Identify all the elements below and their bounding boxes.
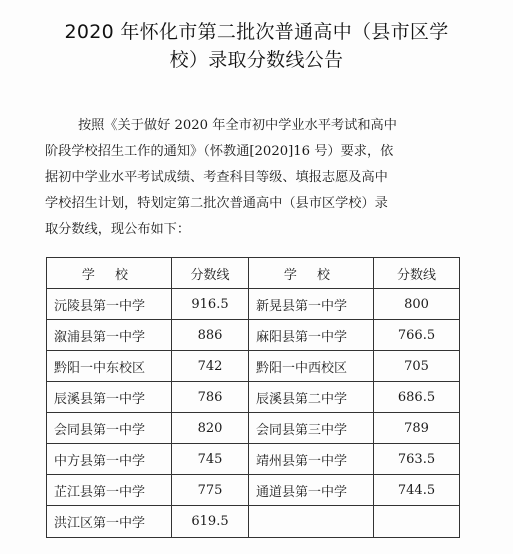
- score-value: 763.5: [374, 444, 460, 475]
- announcement-title-line-1: 2020 年怀化市第二批次普通高中（县市区学: [64, 21, 449, 43]
- table-row: [47, 475, 460, 506]
- score-value: 820: [172, 413, 249, 444]
- table-row: [47, 413, 460, 444]
- school-name: 黔阳一中西校区: [249, 351, 374, 382]
- school-name: 辰溪县第二中学: [249, 382, 374, 413]
- body-paragraph-line-3: 据初中学业水平考试成绩、考查科目等级、填报志愿及高中: [45, 170, 388, 185]
- score-value: 800: [374, 289, 460, 320]
- body-paragraph-line-1: 按照《关于做好 2020 年全市初中学业水平考试和高中: [78, 118, 397, 133]
- header-score-right: 分数线: [374, 258, 460, 289]
- announcement-title-line-2: 校）录取分数线公告: [169, 49, 344, 71]
- school-name: 靖州县第一中学: [249, 444, 374, 475]
- header-school-right: 学 校: [249, 258, 374, 289]
- school-name: 会同县第一中学: [47, 413, 172, 444]
- score-value: 686.5: [374, 382, 460, 413]
- table-row: [47, 320, 460, 351]
- table-row: [47, 444, 460, 475]
- score-value: 766.5: [374, 320, 460, 351]
- school-name: 麻阳县第一中学: [249, 320, 374, 351]
- school-name: 洪江区第一中学: [47, 506, 172, 538]
- school-name: 通道县第一中学: [249, 475, 374, 506]
- school-name: 沅陵县第一中学: [47, 289, 172, 320]
- score-value: 775: [172, 475, 249, 506]
- body-paragraph-line-4: 学校招生计划，特划定第二批次普通高中（县市区学校）录: [45, 196, 388, 211]
- table-header-row: [47, 258, 460, 289]
- school-name: 中方县第一中学: [47, 444, 172, 475]
- score-value: 789: [374, 413, 460, 444]
- school-name: 会同县第三中学: [249, 413, 374, 444]
- school-name: 芷江县第一中学: [47, 475, 172, 506]
- score-value: 745: [172, 444, 249, 475]
- header-school-left: 学 校: [47, 258, 172, 289]
- score-value: 744.5: [374, 475, 460, 506]
- header-score-left: 分数线: [172, 258, 249, 289]
- body-paragraph-line-5: 取分数线，现公布如下：: [45, 222, 191, 237]
- score-value: 705: [374, 351, 460, 382]
- school-name: 新晃县第一中学: [249, 289, 374, 320]
- school-name: 辰溪县第一中学: [47, 382, 172, 413]
- score-value: 619.5: [172, 506, 249, 538]
- score-table: [46, 257, 460, 538]
- school-name: 溆浦县第一中学: [47, 320, 172, 351]
- body-paragraph-line-2: 阶段学校招生工作的通知》（怀教通[2020]16 号）要求，依: [45, 144, 394, 159]
- table-row: [47, 289, 460, 320]
- empty-cell: [374, 506, 460, 538]
- score-value: 916.5: [172, 289, 249, 320]
- empty-cell: [249, 506, 374, 538]
- score-value: 786: [172, 382, 249, 413]
- score-value: 742: [172, 351, 249, 382]
- score-value: 886: [172, 320, 249, 351]
- table-row: [47, 506, 460, 538]
- table-row: [47, 351, 460, 382]
- table-row: [47, 382, 460, 413]
- school-name: 黔阳一中东校区: [47, 351, 172, 382]
